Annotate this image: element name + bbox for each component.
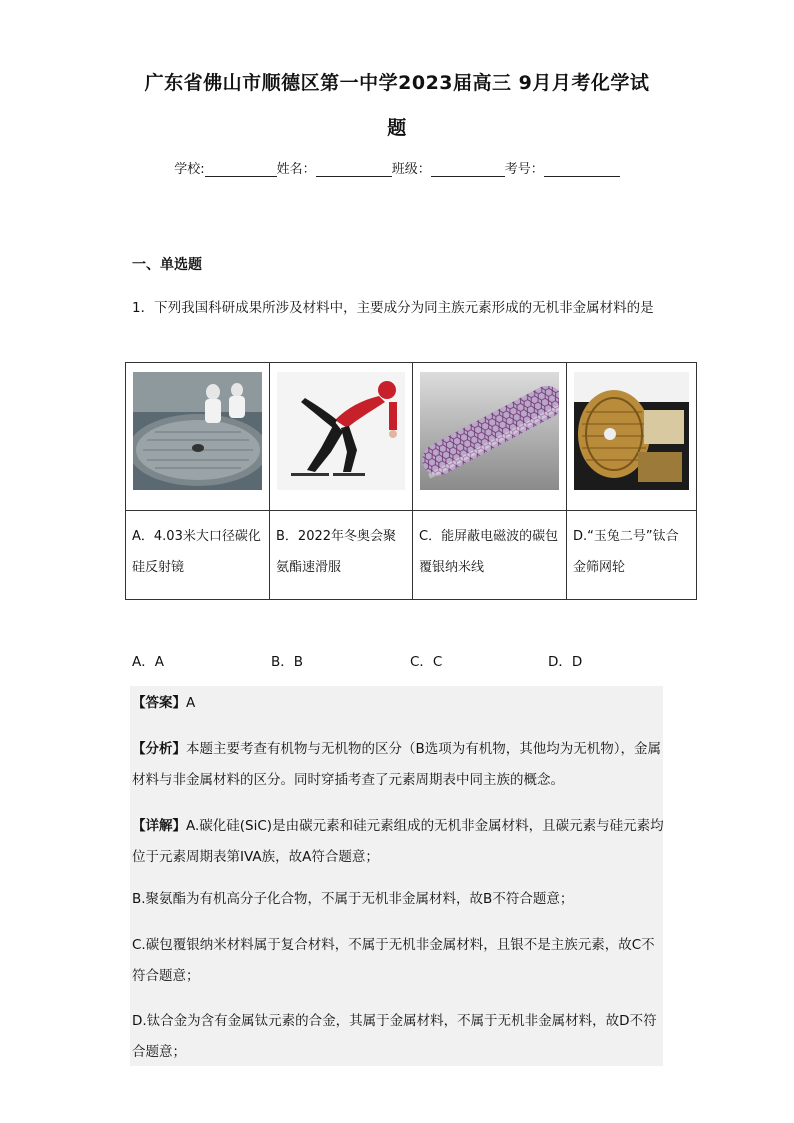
- answer-line: [132, 688, 664, 719]
- speed-skater-image: [277, 372, 405, 490]
- choice-b[interactable]: B．B: [271, 654, 304, 670]
- option-a-caption: A．4.03米大口径碳化硅反射镜: [132, 529, 261, 575]
- option-d-image-cell: [567, 363, 697, 511]
- option-a-image-cell: [126, 363, 270, 511]
- student-info-row: [0, 158, 794, 177]
- option-d-caption: D.“玉兔二号”钛合金筛网轮: [573, 529, 679, 575]
- class-label: 班级：: [391, 162, 431, 177]
- option-c-caption: C．能屏蔽电磁波的碳包覆银纳米线: [419, 529, 559, 575]
- detail-c-text: C.碳包覆银纳米材料属于复合材料，不属于无机非金属材料，且银不是主族元素，故C不符合题意；: [132, 937, 655, 984]
- name-label: 姓名：: [276, 162, 316, 177]
- detail-a-block: [132, 811, 664, 873]
- school-blank[interactable]: [205, 162, 277, 177]
- analysis-label: 【分析】: [132, 741, 186, 757]
- option-b-image-cell: [270, 363, 413, 511]
- analysis-block: [132, 734, 664, 796]
- nanotube-image: [420, 372, 559, 490]
- school-label: 学校:: [174, 162, 205, 177]
- id-label: 考号：: [504, 162, 544, 177]
- lunar-rover-wheel-image: [574, 372, 689, 490]
- choice-a[interactable]: A．A: [132, 654, 164, 670]
- name-blank[interactable]: [316, 162, 392, 177]
- silicon-carbide-mirror-image: [133, 372, 262, 490]
- options-table: [125, 362, 697, 600]
- document-title-line2: 题: [387, 117, 407, 139]
- class-blank[interactable]: [431, 162, 505, 177]
- document-title-line1: 广东省佛山市顺德区第一中学2023届高三 9月月考化学试: [144, 72, 650, 94]
- choice-c[interactable]: C．C: [410, 654, 443, 670]
- analysis-text: 本题主要考查有机物与无机物的区分（B选项为有机物，其他均为无机物），金属材料与非金属材料的区分。同时穿插考查了元素周期表中同主族的概念。: [132, 741, 662, 788]
- detail-a-text: A.碳化硅(SiC)是由碳元素和硅元素组成的无机非金属材料，且碳元素与硅元素均位于元素周期表第IVA族，故A符合题意；: [132, 818, 664, 865]
- detail-label: 【详解】: [132, 818, 186, 834]
- section-heading: 一、单选题: [132, 257, 202, 273]
- answer-label: 【答案】: [132, 695, 186, 711]
- answer-value: A: [186, 695, 196, 711]
- option-c-image-cell: [413, 363, 567, 511]
- detail-b-text: B.聚氨酯为有机高分子化合物，不属于无机非金属材料，故B不符合题意；: [132, 891, 574, 907]
- choice-d[interactable]: D．D: [548, 654, 583, 670]
- question-text: 1．下列我国科研成果所涉及材料中，主要成分为同主族元素形成的无机非金属材料的是: [132, 300, 654, 316]
- id-blank[interactable]: [544, 162, 620, 177]
- detail-d-text: D.钛合金为含有金属钛元素的合金，其属于金属材料，不属于无机非金属材料，故D不符合题意；: [132, 1013, 657, 1060]
- option-b-caption: B．2022年冬奥会聚氨酯速滑服: [276, 529, 397, 575]
